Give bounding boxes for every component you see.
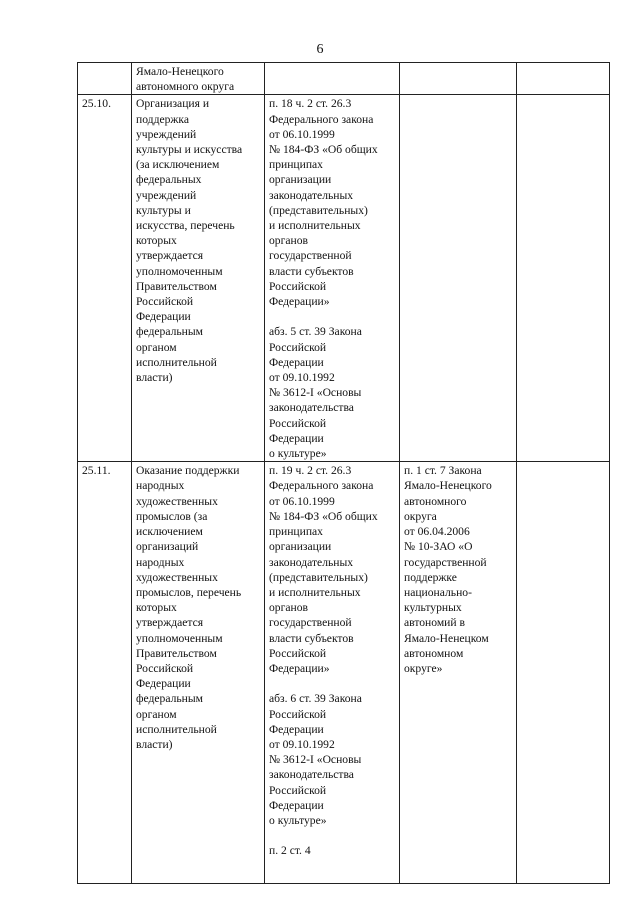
regional-basis-cell [400, 63, 517, 95]
page-number: 6 [316, 42, 324, 57]
row-number-cell: 25.11. [78, 462, 132, 884]
table-row [78, 462, 610, 884]
table-row [78, 95, 610, 462]
federal-basis-cell: п. 19 ч. 2 ст. 26.3 Федерального закона от 06.10.1999 № 184-ФЗ «Об общих принципах организации законодательных (представительных) и исполнительных органов государственной власти субъектов Российской Федерации» абз. 6 ст. 39 Закона Российской Федерации от 09.10.1992 № 3612-I «Основы законодательства Российской Федерации о культуре» п. 2 ст. 4 [265, 462, 400, 884]
regional-basis-cell [400, 95, 517, 462]
federal-basis-cell [265, 63, 400, 95]
powers-table [77, 62, 610, 884]
row-number-cell: 25.10. [78, 95, 132, 462]
extra-cell [517, 63, 610, 95]
power-description-cell: Оказание поддержки народных художественных промыслов (за исключением организаций народных художественных промыслов, перечень которых утверждается уполномоченным Правительством Российской Федерации федеральным органом исполнительной власти) [132, 462, 265, 884]
power-description-cell: Организация и поддержка учреждений культуры и искусства (за исключением федеральных учреждений культуры и искусства, перечень которых утверждается уполномоченным Правительством Российской Федерации федеральным органом исполнительной власти) [132, 95, 265, 462]
regional-basis-cell: п. 1 ст. 7 Закона Ямало-Ненецкого автономного округа от 06.04.2006 № 10-ЗАО «О государственной поддержке национально- культурных автономий в Ямало-Ненецком автономном округе» [400, 462, 517, 884]
power-description-cell: Ямало-Ненецкого автономного округа [132, 63, 265, 95]
row-number-cell [78, 63, 132, 95]
extra-cell [517, 462, 610, 884]
federal-basis-cell: п. 18 ч. 2 ст. 26.3 Федерального закона от 06.10.1999 № 184-ФЗ «Об общих принципах организации законодательных (представительных) и исполнительных органов государственной власти субъектов Российской Федерации» абз. 5 ст. 39 Закона Российской Федерации от 09.10.1992 № 3612-I «Основы законодательства Российской Федерации о культуре» [265, 95, 400, 462]
table-row [78, 63, 610, 95]
extra-cell [517, 95, 610, 462]
